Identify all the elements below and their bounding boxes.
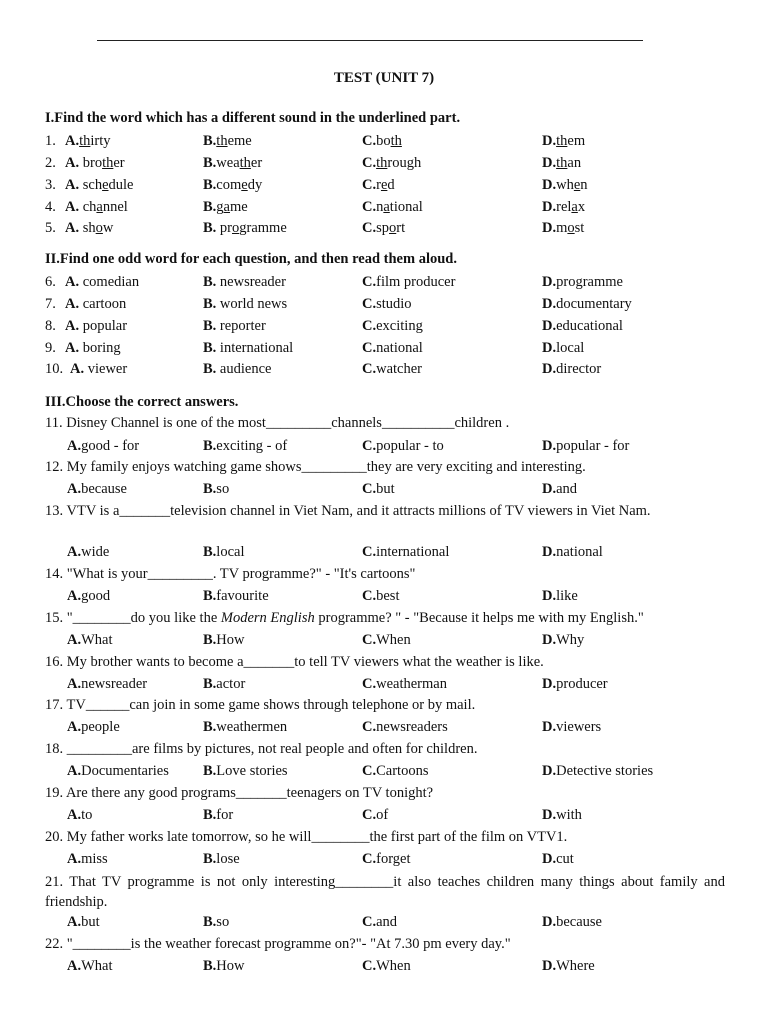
question-text: 14. "What is your_________. TV programme?" - "It's cartoons": [45, 566, 416, 582]
option-a: A. wide: [67, 544, 110, 560]
option-c: C. best: [362, 588, 400, 604]
answer-options: [45, 851, 725, 871]
section-1-heading: I.Find the word which has a different sound in the underlined part.: [45, 110, 461, 126]
option-d: D.them: [542, 133, 586, 149]
question-number: 9.: [45, 340, 56, 356]
option-b: B.theme: [203, 133, 252, 149]
option-d: D. cut: [542, 851, 574, 867]
answer-options: [45, 438, 725, 458]
question-text: 15. "________do you like the Modern English programme? " - "Because it helps me with my English.": [45, 610, 644, 626]
question-row: [45, 296, 725, 316]
question-text: 17. TV______can join in some game shows through telephone or by mail.: [45, 697, 476, 713]
option-c: C. of: [362, 807, 389, 823]
question-row: [45, 199, 725, 219]
question-number: 7.: [45, 296, 56, 312]
answer-options: [45, 958, 725, 978]
question-text: 11. Disney Channel is one of the most_________channels__________children .: [45, 415, 510, 431]
option-d: D.than: [542, 155, 582, 171]
option-b: B. for: [203, 807, 234, 823]
option-a: A. because: [67, 481, 127, 497]
question-row: [45, 274, 725, 294]
option-c: C.both: [362, 133, 402, 149]
option-c: C.watcher: [362, 361, 422, 377]
option-b: B. exciting - of: [203, 438, 288, 454]
option-b: B. so: [203, 914, 230, 930]
option-d: D.programme: [542, 274, 623, 290]
section-3-heading: III.Choose the correct answers.: [45, 394, 239, 410]
option-a: A. brother: [65, 155, 125, 171]
option-c: C. popular - to: [362, 438, 444, 454]
option-c: C.studio: [362, 296, 412, 312]
answer-options: [45, 676, 725, 696]
option-d: D. Detective stories: [542, 763, 654, 779]
option-d: D. and: [542, 481, 578, 497]
option-d: D. Where: [542, 958, 595, 974]
question-row: [45, 177, 725, 197]
option-a: A. cartoon: [65, 296, 127, 312]
question-text: 13. VTV is a_______television channel in Viet Nam, and it attracts millions of TV viewers in Viet Nam.: [45, 503, 651, 519]
option-c: C.sport: [362, 220, 406, 236]
page-title: TEST (UNIT 7): [333, 70, 435, 86]
option-a: A. channel: [65, 199, 128, 215]
option-a: A. good: [67, 588, 111, 604]
option-d: D.local: [542, 340, 585, 356]
option-b: B. so: [203, 481, 230, 497]
question-number: 2.: [45, 155, 56, 171]
option-b: B. international: [203, 340, 294, 356]
option-c: C. but: [362, 481, 395, 497]
option-d: D.relax: [542, 199, 586, 215]
answer-options: [45, 914, 725, 934]
option-a: A. but: [67, 914, 100, 930]
question-row: [45, 361, 725, 381]
question-number: 3.: [45, 177, 56, 193]
question-row: [45, 133, 725, 153]
option-b: B. weathermen: [203, 719, 288, 735]
option-c: C.film producer: [362, 274, 456, 290]
option-c: C. international: [362, 544, 450, 560]
option-d: D. viewers: [542, 719, 602, 735]
answer-options: [45, 544, 725, 564]
option-a: A.thirty: [65, 133, 111, 149]
question-text: 19. Are there any good programs_______teenagers on TV tonight?: [45, 785, 434, 801]
question-text: 21. That TV programme is not only interesting________it also teaches children many things about family and friendship.: [45, 874, 725, 910]
option-a: A. miss: [67, 851, 108, 867]
option-b: B.comedy: [203, 177, 263, 193]
option-b: B. How: [203, 632, 245, 648]
option-d: D. Why: [542, 632, 585, 648]
option-b: B.weather: [203, 155, 263, 171]
question-row: [45, 155, 725, 175]
option-a: A. Documentaries: [67, 763, 169, 779]
question-number: 8.: [45, 318, 56, 334]
answer-options: [45, 719, 725, 739]
option-a: A. comedian: [65, 274, 140, 290]
option-a: A. viewer: [70, 361, 128, 377]
option-c: C.national: [362, 199, 423, 215]
top-rule: [97, 40, 643, 41]
option-b: B. Love stories: [203, 763, 288, 779]
option-a: A. schedule: [65, 177, 134, 193]
option-c: C.exciting: [362, 318, 423, 334]
option-d: D.most: [542, 220, 585, 236]
option-c: C. and: [362, 914, 398, 930]
option-c: C.red: [362, 177, 395, 193]
question-number: 4.: [45, 199, 56, 215]
option-d: D.documentary: [542, 296, 632, 312]
answer-options: [45, 588, 725, 608]
option-b: B.game: [203, 199, 248, 215]
option-d: D. producer: [542, 676, 608, 692]
option-d: D. national: [542, 544, 603, 560]
option-b: B. How: [203, 958, 245, 974]
option-a: A. good - for: [67, 438, 140, 454]
option-a: A. boring: [65, 340, 121, 356]
answer-options: [45, 632, 725, 652]
option-b: B. world news: [203, 296, 288, 312]
option-c: C.through: [362, 155, 422, 171]
question-text: 22. "________is the weather forecast programme on?"- "At 7.30 pm every day.": [45, 936, 511, 952]
option-b: B. favourite: [203, 588, 269, 604]
option-d: D. with: [542, 807, 582, 823]
question-row: [45, 220, 725, 240]
option-c: C.national: [362, 340, 423, 356]
option-c: C. When: [362, 958, 411, 974]
question-number: 6.: [45, 274, 56, 290]
option-a: A. show: [65, 220, 114, 236]
option-d: D.when: [542, 177, 588, 193]
option-a: A. to: [67, 807, 93, 823]
question-text: 12. My family enjoys watching game shows_________they are very exciting and interesting.: [45, 459, 586, 475]
option-d: D. because: [542, 914, 602, 930]
question-row: [45, 340, 725, 360]
option-c: C. forget: [362, 851, 411, 867]
question-number: 1.: [45, 133, 56, 149]
question-text: 20. My father works late tomorrow, so he will________the first part of the film on VTV1.: [45, 829, 568, 845]
option-a: A. newsreader: [67, 676, 148, 692]
option-d: D.director: [542, 361, 602, 377]
option-c: C. When: [362, 632, 411, 648]
option-a: A. What: [67, 958, 113, 974]
option-c: C. newsreaders: [362, 719, 448, 735]
option-a: A. popular: [65, 318, 128, 334]
answer-options: [45, 763, 725, 783]
option-b: B. local: [203, 544, 245, 560]
question-text: 16. My brother wants to become a_______to tell TV viewers what the weather is like.: [45, 654, 544, 670]
option-b: B. newsreader: [203, 274, 286, 290]
option-b: B. actor: [203, 676, 246, 692]
option-b: B. programme: [203, 220, 287, 236]
option-d: D. popular - for: [542, 438, 630, 454]
option-a: A. people: [67, 719, 120, 735]
question-number: 5.: [45, 220, 56, 236]
answer-options: [45, 481, 725, 501]
option-b: B. reporter: [203, 318, 266, 334]
option-b: B. audience: [203, 361, 272, 377]
option-d: D. like: [542, 588, 578, 604]
option-c: C. weatherman: [362, 676, 447, 692]
option-d: D.educational: [542, 318, 623, 334]
answer-options: [45, 807, 725, 827]
option-a: A. What: [67, 632, 113, 648]
section-2-heading: II.Find one odd word for each question, and then read them aloud.: [45, 251, 457, 267]
question-text: 18. _________are films by pictures, not real people and often for children.: [45, 741, 478, 757]
option-c: C. Cartoons: [362, 763, 429, 779]
option-b: B. lose: [203, 851, 240, 867]
question-row: [45, 318, 725, 338]
question-number: 10.: [45, 361, 64, 377]
